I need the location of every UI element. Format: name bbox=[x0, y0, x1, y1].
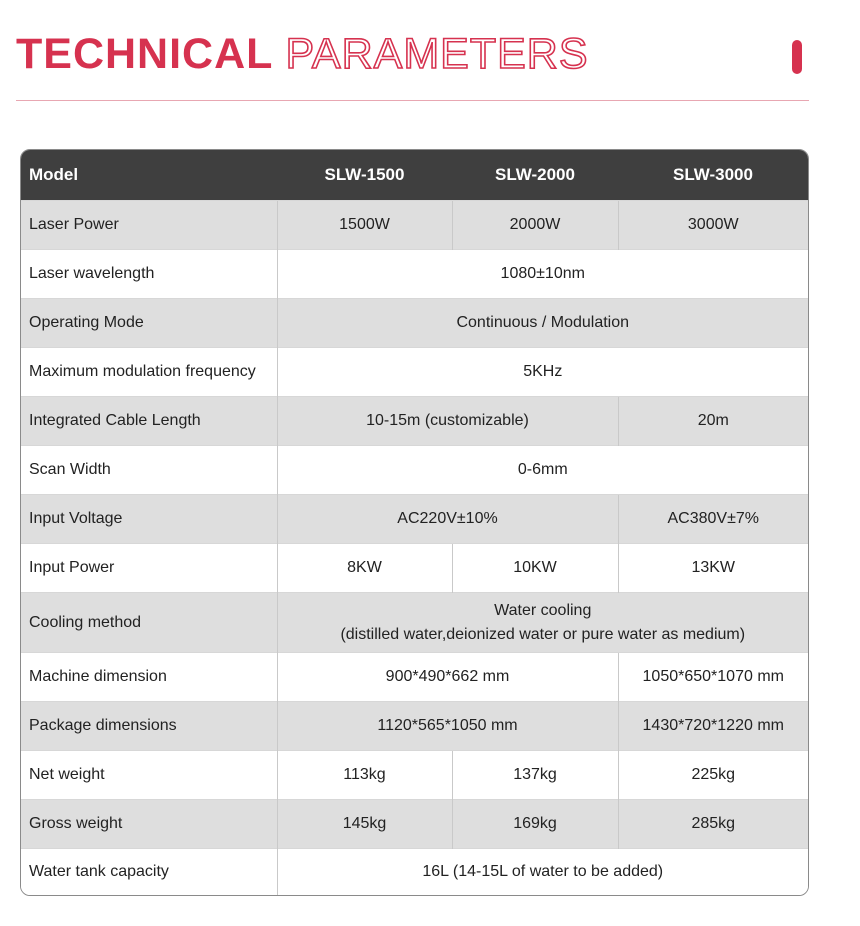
table-cell: 0-6mm bbox=[277, 446, 808, 495]
table-row bbox=[21, 800, 808, 849]
title-outline-word: PARAMETERS bbox=[285, 30, 589, 78]
row-label: Package dimensions bbox=[21, 702, 277, 751]
table-cell: 13KW bbox=[618, 544, 808, 593]
table-row bbox=[21, 702, 808, 751]
table-cell: 1430*720*1220 mm bbox=[618, 702, 808, 751]
table-row bbox=[21, 495, 808, 544]
row-label: Laser wavelength bbox=[21, 250, 277, 299]
table-cell: 16L (14-15L of water to be added) bbox=[277, 849, 808, 896]
table-row bbox=[21, 299, 808, 348]
table-cell: 900*490*662 mm bbox=[277, 653, 618, 702]
table-row bbox=[21, 397, 808, 446]
table-cell: AC220V±10% bbox=[277, 495, 618, 544]
table-cell: 5KHz bbox=[277, 348, 808, 397]
table-cell: 8KW bbox=[277, 544, 452, 593]
table-cell: 3000W bbox=[618, 201, 808, 250]
row-label: Water tank capacity bbox=[21, 849, 277, 896]
row-label: Operating Mode bbox=[21, 299, 277, 348]
title-divider bbox=[16, 100, 809, 101]
table-cell: 137kg bbox=[452, 751, 618, 800]
row-label: Machine dimension bbox=[21, 653, 277, 702]
accent-bar bbox=[792, 40, 802, 74]
table-cell: 145kg bbox=[277, 800, 452, 849]
table-row bbox=[21, 446, 808, 495]
table-row bbox=[21, 653, 808, 702]
table-cell: AC380V±7% bbox=[618, 495, 808, 544]
row-label: Net weight bbox=[21, 751, 277, 800]
row-label: Cooling method bbox=[21, 593, 277, 653]
table-cell: Continuous / Modulation bbox=[277, 299, 808, 348]
cooling-line-1: Water cooling bbox=[494, 601, 592, 619]
table-cell: 20m bbox=[618, 397, 808, 446]
row-label: Gross weight bbox=[21, 800, 277, 849]
row-label: Input Power bbox=[21, 544, 277, 593]
table-cell: 10-15m (customizable) bbox=[277, 397, 618, 446]
table-cell: 10KW bbox=[452, 544, 618, 593]
cooling-line-2: (distilled water,deionized water or pure water as medium) bbox=[340, 625, 746, 643]
column-header-slw-3000: SLW-3000 bbox=[618, 150, 808, 201]
table-cell: 225kg bbox=[618, 751, 808, 800]
table-row bbox=[21, 201, 808, 250]
column-header-model: Model bbox=[21, 150, 277, 201]
table-row bbox=[21, 544, 808, 593]
row-label: Scan Width bbox=[21, 446, 277, 495]
table-cell: 169kg bbox=[452, 800, 618, 849]
table-cell: 285kg bbox=[618, 800, 808, 849]
column-header-slw-2000: SLW-2000 bbox=[452, 150, 618, 201]
table-cell: 1050*650*1070 mm bbox=[618, 653, 808, 702]
row-label: Maximum modulation frequency bbox=[21, 348, 277, 397]
table-header-row bbox=[21, 150, 808, 201]
table-cell: 1120*565*1050 mm bbox=[277, 702, 618, 751]
row-label: Integrated Cable Length bbox=[21, 397, 277, 446]
table-cell: 1500W bbox=[277, 201, 452, 250]
row-label: Input Voltage bbox=[21, 495, 277, 544]
title-solid-word: TECHNICAL bbox=[16, 30, 274, 78]
parameters-table bbox=[20, 149, 809, 896]
page-title bbox=[16, 26, 589, 82]
table-cell: 2000W bbox=[452, 201, 618, 250]
table-row bbox=[21, 348, 808, 397]
table-row bbox=[21, 593, 808, 653]
table-cell: 113kg bbox=[277, 751, 452, 800]
table-cell: 1080±10nm bbox=[277, 250, 808, 299]
table-row bbox=[21, 849, 808, 896]
row-label: Laser Power bbox=[21, 201, 277, 250]
table-row bbox=[21, 751, 808, 800]
table-row bbox=[21, 250, 808, 299]
column-header-slw-1500: SLW-1500 bbox=[277, 150, 452, 201]
table-cell bbox=[277, 593, 808, 653]
